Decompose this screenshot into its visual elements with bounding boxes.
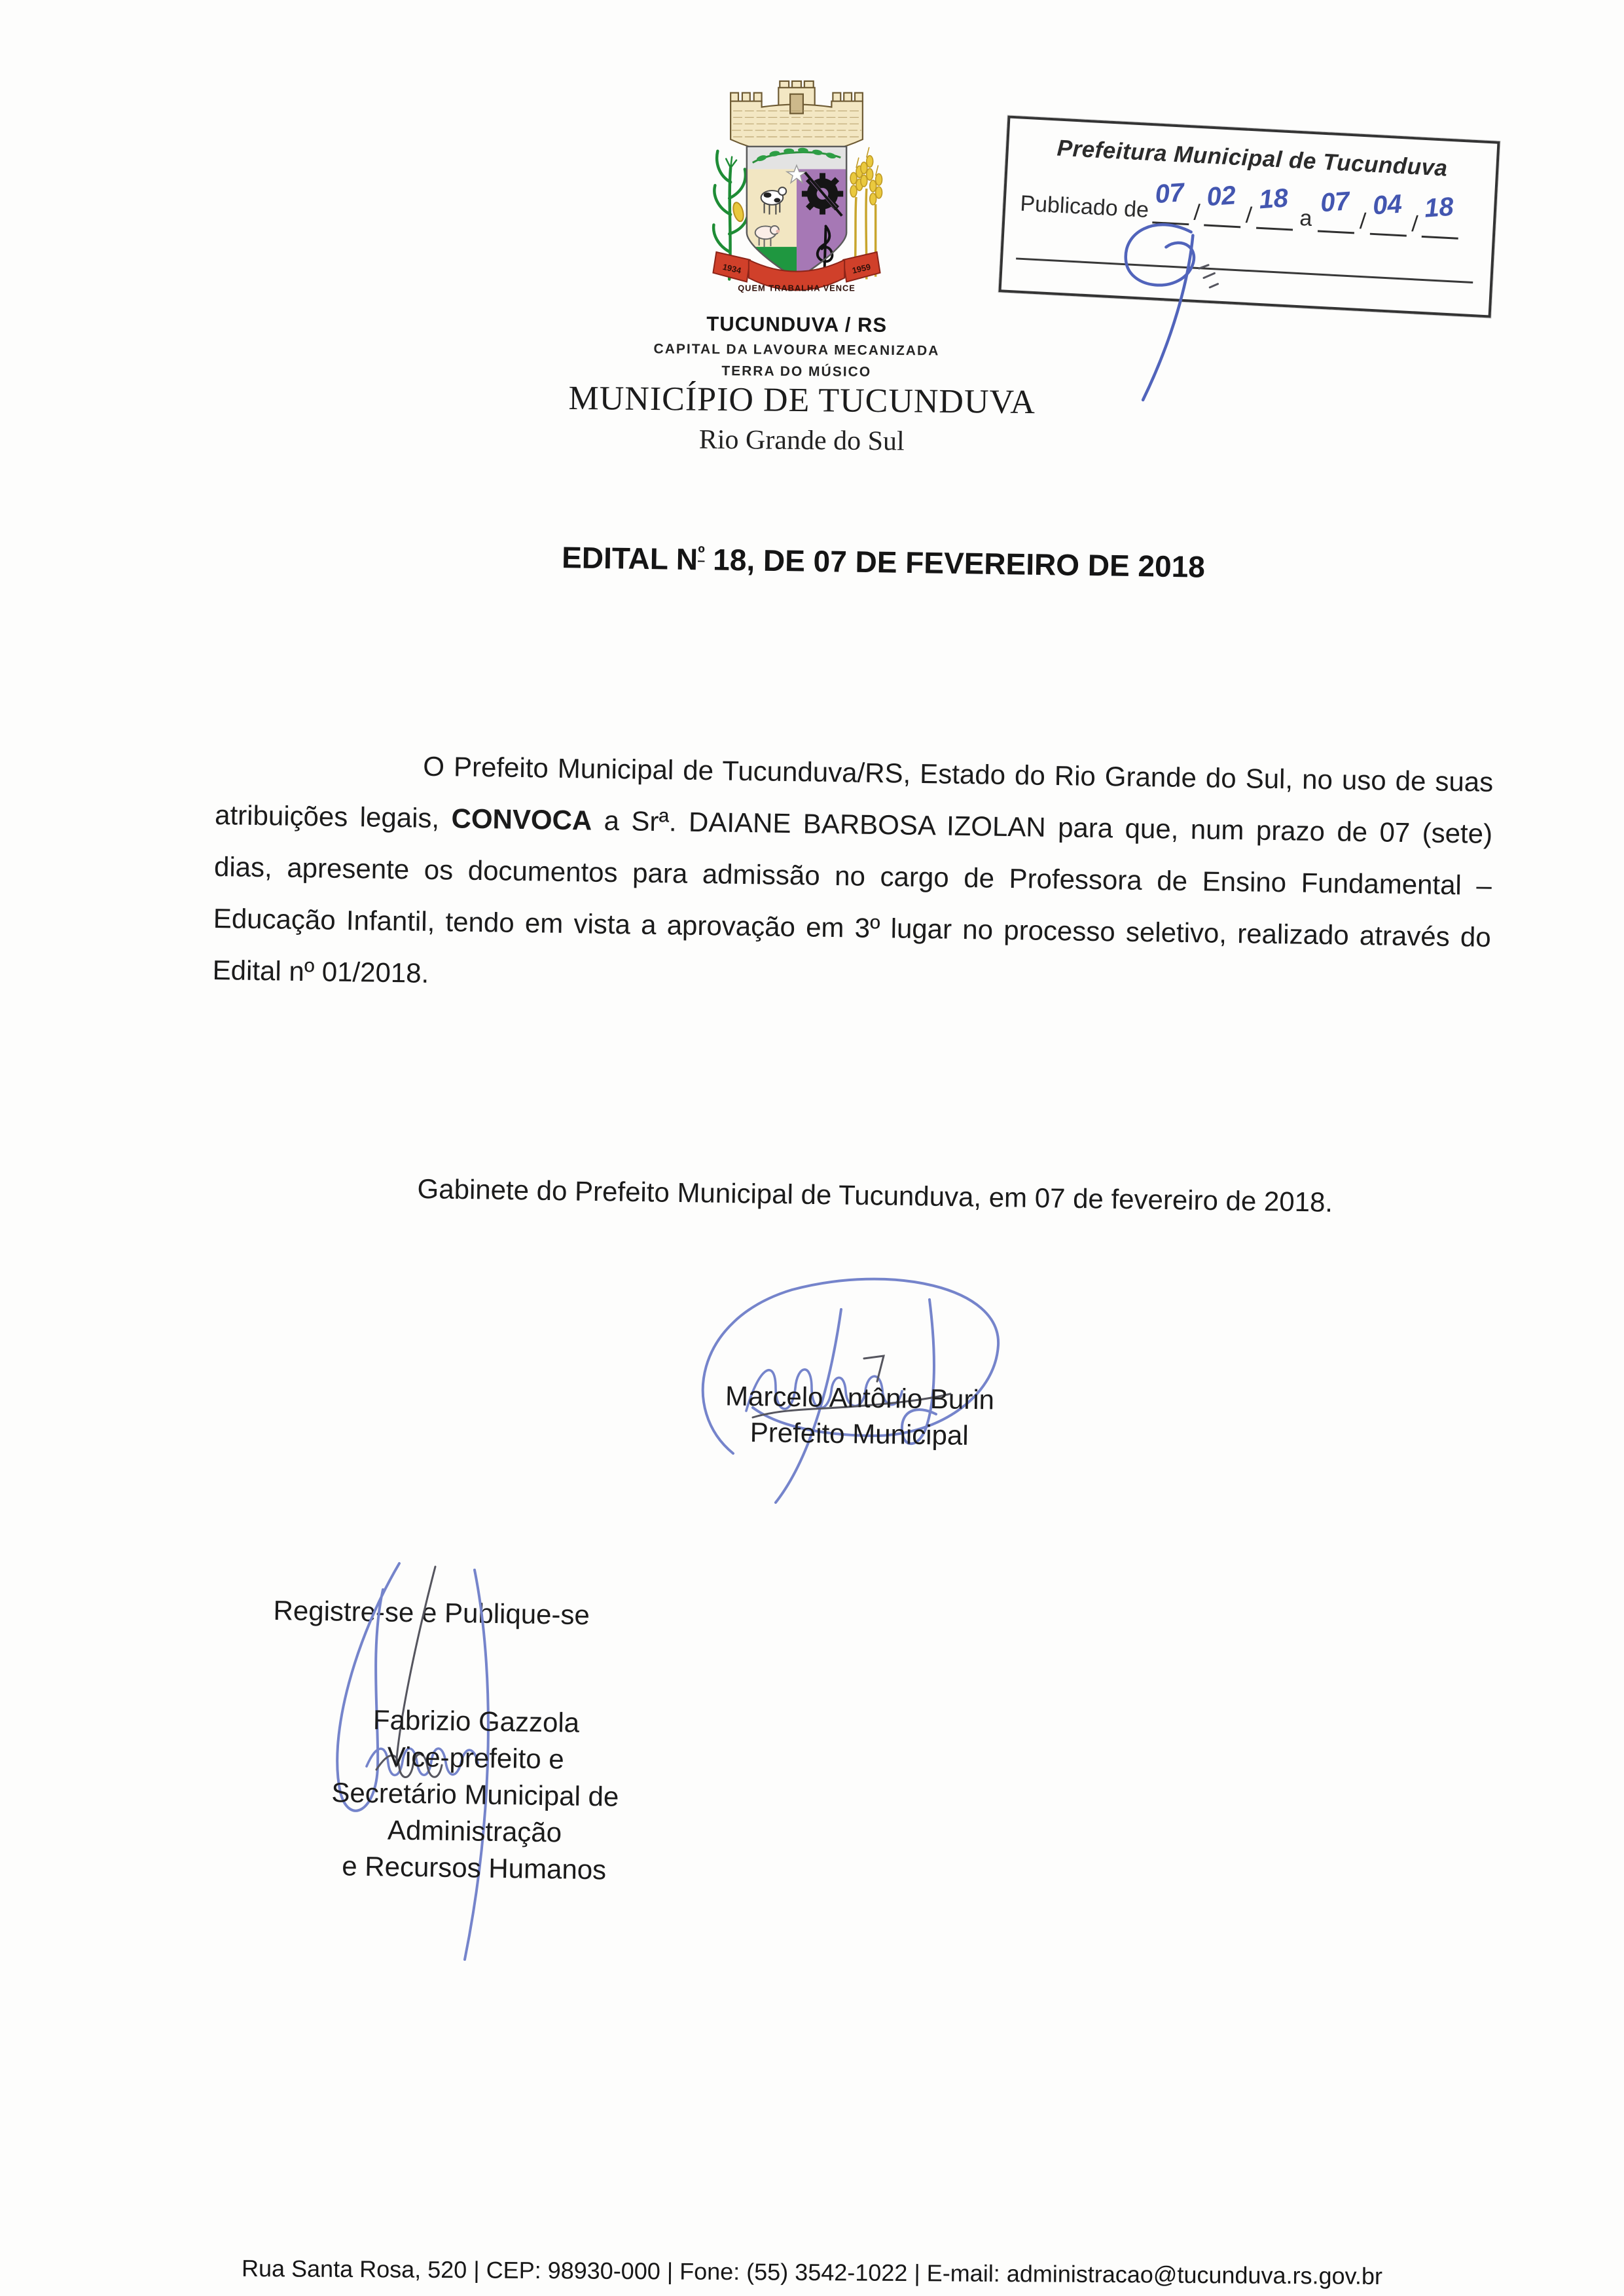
- stamp-signature-flourish-icon: [1093, 191, 1238, 414]
- ordinal-indicator: º: [697, 542, 705, 564]
- stamp-title: Prefeitura Municipal de Tucunduva: [1056, 135, 1449, 181]
- signature-block-vice-mayor: [278, 1700, 673, 1889]
- edict-title-prefix: EDITAL N: [561, 540, 698, 577]
- ribbon-year-left: 1934: [721, 261, 742, 276]
- stamp-blank-to-day: [1318, 187, 1356, 234]
- signature-block-mayor: [662, 1377, 1056, 1455]
- handwritten-day-from: 07: [1153, 178, 1185, 210]
- stamp-publication-dates: [1019, 178, 1460, 240]
- stamp-separator: a: [1299, 206, 1313, 231]
- municipality-name: MUNICÍPIO DE TUCUNDUVA: [568, 379, 1036, 422]
- ribbon-year-right: 1959: [851, 261, 872, 276]
- body-part-2: a Srª. DAIANE BARBOSA IZOLAN para que, num prazo de 07 (sete) dias, apresente os documentos para admissão no cargo de Professora de Ensino Fundamental – Educação Infantil, tendo em vista a aprovação em 3º lugar no processo seletivo, realizado através do Edital nº 01/2018.: [212, 805, 1493, 989]
- letterhead-footer-address: Rua Santa Rosa, 520 | CEP: 98930-000 | Fone: (55) 3542-1022 | E-mail: administracao@tucunduva.rs.gov.br: [241, 2254, 1383, 2290]
- stamp-slash: /: [1193, 200, 1201, 226]
- closing-line: Gabinete do Prefeito Municipal de Tucunduva, em 07 de fevereiro de 2018.: [417, 1173, 1333, 1218]
- mayor-role: Prefeito Municipal: [749, 1416, 969, 1451]
- handwritten-year-from: 18: [1257, 183, 1289, 215]
- municipal-coat-of-arms-icon: [698, 77, 895, 310]
- state-name: Rio Grande do Sul: [698, 424, 905, 457]
- handwritten-day-to: 07: [1320, 187, 1351, 218]
- stamp-signature-line: [1016, 257, 1473, 283]
- stamp-slash: /: [1359, 208, 1367, 234]
- register-publish-line: Registre-se e Publique-se: [273, 1595, 590, 1631]
- handwritten-month-from: 02: [1206, 181, 1237, 212]
- letterhead: [475, 378, 1130, 460]
- stamp-slash: /: [1245, 202, 1253, 228]
- edict-title-rest: 18, DE 07 DE FEVEREIRO DE 2018: [704, 542, 1206, 584]
- body-part-1: O Prefeito Municipal de Tucunduva/RS, Estado do Rio Grande do Sul, no uso de suas atribuições legais,: [214, 750, 1494, 834]
- stamp-slash: /: [1411, 211, 1419, 237]
- vice-mayor-role-1: Vice-prefeito e: [387, 1741, 565, 1775]
- edict-title: [556, 539, 1211, 585]
- ribbon-motto: QUEM TRABALHA VENCE: [738, 283, 856, 293]
- emblem-captions: [633, 312, 961, 380]
- handwritten-year-to: 18: [1423, 192, 1455, 223]
- shield-icon: [747, 147, 846, 281]
- emblem-tagline-1: CAPITAL DA LAVOURA MECANIZADA: [653, 341, 940, 359]
- handwritten-month-to: 04: [1371, 189, 1403, 221]
- vice-mayor-name: Fabrizio Gazzola: [372, 1704, 580, 1738]
- emblem-city-line: TUCUNDUVA / RS: [706, 312, 888, 337]
- stamp-published-label: Publicado de: [1019, 191, 1149, 223]
- stamp-blank-to-month: [1370, 189, 1408, 237]
- convoca-bold: CONVOCA: [451, 803, 592, 836]
- edict-body-paragraph: [212, 737, 1494, 1015]
- publication-stamp: [998, 115, 1500, 318]
- vice-mayor-role-2: Secretário Municipal de Administração: [331, 1777, 619, 1848]
- stamp-blank-from-year: [1256, 183, 1294, 231]
- corn-cob-icon: [731, 202, 745, 223]
- emblem-tagline-2: TERRA DO MÚSICO: [721, 363, 872, 380]
- mayor-name: Marcelo Antônio Burin: [725, 1380, 995, 1415]
- stamp-blank-to-year: [1422, 192, 1460, 240]
- vice-mayor-role-3: e Recursos Humanos: [341, 1850, 607, 1886]
